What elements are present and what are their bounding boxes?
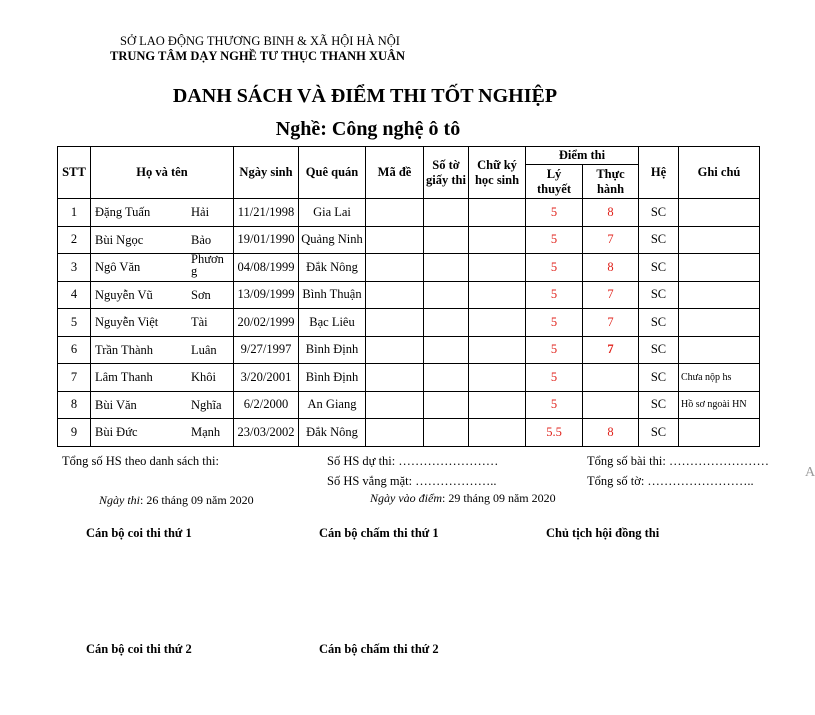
cell-system: SC	[639, 336, 679, 364]
header-stt: STT	[58, 147, 91, 199]
given-name: Mạnh	[191, 425, 221, 439]
cell-theory: 5	[526, 281, 583, 309]
cell-signature	[469, 419, 526, 447]
org-line-2: TRUNG TÂM DẠY NGHỀ TƯ THỤC THANH XUÂN	[110, 49, 406, 63]
cell-signature	[469, 281, 526, 309]
cell-signature	[469, 391, 526, 419]
cell-system: SC	[639, 391, 679, 419]
cell-theory: 5	[526, 336, 583, 364]
cell-note: Hồ sơ ngoài HN	[679, 391, 760, 419]
cell-dob: 9/27/1997	[234, 336, 299, 364]
given-name: Tài	[191, 315, 208, 329]
cell-sheet-count	[424, 254, 469, 282]
header-signature: Chữ ký học sinh	[469, 147, 526, 199]
cell-note	[679, 336, 760, 364]
edge-glyph: A	[805, 465, 815, 480]
family-name: Bùi Đức	[95, 425, 138, 439]
cell-name	[91, 419, 234, 447]
cell-theory: 5	[526, 391, 583, 419]
org-line-1: SỞ LAO ĐỘNG THƯƠNG BINH & XÃ HỘI HÀ NỘI	[120, 34, 400, 48]
cell-dob: 13/09/1999	[234, 281, 299, 309]
document-subtitle: Nghề: Công nghệ ô tô	[275, 118, 461, 140]
cell-note	[679, 254, 760, 282]
cell-stt: 7	[58, 364, 91, 392]
cell-theory: 5	[526, 254, 583, 282]
cell-stt: 1	[58, 199, 91, 227]
cell-dob: 19/01/1990	[234, 226, 299, 254]
given-name: Hải	[191, 205, 210, 219]
grading-date: Ngày vào điểm: 29 tháng 09 năm 2020	[370, 491, 556, 505]
cell-signature	[469, 336, 526, 364]
cell-exam-code	[366, 226, 424, 254]
cell-practice: 8	[583, 199, 639, 227]
total-sheets-label: Tổng số tờ: ……………………..	[587, 474, 754, 488]
table-row	[58, 336, 760, 364]
cell-practice: 8	[583, 419, 639, 447]
cell-stt: 5	[58, 309, 91, 337]
table-row	[58, 391, 760, 419]
cell-name	[91, 226, 234, 254]
header-system: Hệ	[639, 147, 679, 199]
cell-sheet-count	[424, 199, 469, 227]
header-hometown: Quê quán	[299, 147, 366, 199]
cell-theory: 5.5	[526, 419, 583, 447]
cell-hometown: Đắk Nông	[299, 254, 366, 282]
cell-stt: 8	[58, 391, 91, 419]
cell-signature	[469, 364, 526, 392]
cell-theory: 5	[526, 309, 583, 337]
given-name: Khôi	[191, 370, 216, 384]
cell-signature	[469, 309, 526, 337]
cell-hometown: Bình Định	[299, 364, 366, 392]
table-row	[58, 419, 760, 447]
cell-practice: 7	[583, 226, 639, 254]
total-papers-label: Tổng số bài thi: ……………………	[587, 454, 769, 468]
cell-signature	[469, 199, 526, 227]
table-row	[58, 199, 760, 227]
family-name: Bùi Ngọc	[95, 232, 144, 247]
exam-date: Ngày thi: 26 tháng 09 năm 2020	[99, 493, 254, 507]
cell-sheet-count	[424, 391, 469, 419]
cell-theory: 5	[526, 199, 583, 227]
family-name: Bùi Văn	[95, 397, 137, 412]
cell-name	[91, 391, 234, 419]
header-dob: Ngày sinh	[234, 147, 299, 199]
cell-system: SC	[639, 199, 679, 227]
cell-exam-code	[366, 336, 424, 364]
header-exam-code: Mã đề	[366, 147, 424, 199]
cell-exam-code	[366, 419, 424, 447]
cell-sheet-count	[424, 309, 469, 337]
given-name: Nghĩa	[191, 397, 222, 412]
signature-proctor-1: Cán bộ coi thi thứ 1	[86, 526, 192, 540]
cell-hometown: Quảng Ninh	[299, 226, 366, 254]
cell-hometown: Bạc Liêu	[299, 309, 366, 337]
cell-dob: 04/08/1999	[234, 254, 299, 282]
cell-hometown: Gia Lai	[299, 199, 366, 227]
cell-practice: 7	[583, 309, 639, 337]
cell-system: SC	[639, 226, 679, 254]
family-name: Ngô Văn	[95, 260, 141, 274]
cell-stt: 3	[58, 254, 91, 282]
cell-system: SC	[639, 254, 679, 282]
family-name: Đặng Tuấn	[95, 205, 151, 219]
cell-exam-code	[366, 199, 424, 227]
cell-note	[679, 419, 760, 447]
cell-stt: 2	[58, 226, 91, 254]
cell-exam-code	[366, 281, 424, 309]
signature-proctor-2: Cán bộ coi thi thứ 2	[86, 642, 192, 656]
cell-exam-code	[366, 254, 424, 282]
cell-dob: 23/03/2002	[234, 419, 299, 447]
cell-hometown: An Giang	[299, 391, 366, 419]
cell-signature	[469, 226, 526, 254]
cell-system: SC	[639, 281, 679, 309]
cell-name	[91, 281, 234, 309]
cell-stt: 9	[58, 419, 91, 447]
cell-exam-code	[366, 391, 424, 419]
header-sheet-count: Số tờ giấy thi	[424, 147, 469, 199]
cell-note	[679, 281, 760, 309]
cell-system: SC	[639, 419, 679, 447]
cell-name	[91, 309, 234, 337]
cell-exam-code	[366, 364, 424, 392]
cell-practice	[583, 391, 639, 419]
cell-sheet-count	[424, 226, 469, 254]
document-title: DANH SÁCH VÀ ĐIỂM THI TỐT NGHIỆP	[172, 85, 558, 107]
cell-signature	[469, 254, 526, 282]
cell-stt: 4	[58, 281, 91, 309]
table-row	[58, 309, 760, 337]
cell-sheet-count	[424, 419, 469, 447]
cell-dob: 11/21/1998	[234, 199, 299, 227]
cell-dob: 3/20/2001	[234, 364, 299, 392]
cell-sheet-count	[424, 281, 469, 309]
cell-hometown: Bình Thuận	[299, 281, 366, 309]
cell-hometown: Bình Định	[299, 336, 366, 364]
family-name: Trần Thành	[95, 342, 153, 357]
cell-dob: 6/2/2000	[234, 391, 299, 419]
absent-count-label: Số HS vắng mặt: ………………..	[327, 474, 497, 488]
given-name: Bảo	[191, 232, 212, 247]
present-count-label: Số HS dự thi: ……………………	[327, 454, 499, 468]
signature-chair: Chủ tịch hội đồng thi	[546, 526, 660, 540]
cell-exam-code	[366, 309, 424, 337]
score-table	[57, 146, 760, 447]
cell-note	[679, 199, 760, 227]
given-name: Phương	[191, 252, 224, 278]
cell-name	[91, 199, 234, 227]
family-name: Nguyễn Việt	[95, 315, 159, 329]
cell-theory: 5	[526, 364, 583, 392]
cell-stt: 6	[58, 336, 91, 364]
cell-note	[679, 309, 760, 337]
cell-practice: 7	[583, 281, 639, 309]
signature-grader-2: Cán bộ chấm thi thứ 2	[319, 642, 439, 656]
cell-system: SC	[639, 309, 679, 337]
given-name: Luân	[191, 342, 217, 357]
cell-sheet-count	[424, 336, 469, 364]
cell-system: SC	[639, 364, 679, 392]
family-name: Nguyễn Vũ	[95, 287, 153, 302]
table-row	[58, 226, 760, 254]
cell-note: Chưa nộp hs	[679, 364, 760, 392]
total-list-label: Tổng số HS theo danh sách thi:	[62, 454, 219, 468]
table-row	[58, 364, 760, 392]
table-row	[58, 281, 760, 309]
family-name: Lâm Thanh	[95, 370, 153, 384]
cell-practice	[583, 364, 639, 392]
header-practice: Thực hành	[583, 165, 639, 199]
cell-note	[679, 226, 760, 254]
header-score-group: Điểm thi	[526, 147, 639, 165]
cell-practice: 7	[583, 336, 639, 364]
cell-name	[91, 364, 234, 392]
header-theory: Lý thuyết	[526, 165, 583, 199]
signature-grader-1: Cán bộ chấm thi thứ 1	[319, 526, 439, 540]
cell-name	[91, 336, 234, 364]
cell-name	[91, 254, 234, 282]
given-name: Sơn	[191, 287, 211, 302]
cell-theory: 5	[526, 226, 583, 254]
cell-practice: 8	[583, 254, 639, 282]
cell-hometown: Đắk Nông	[299, 419, 366, 447]
cell-sheet-count	[424, 364, 469, 392]
cell-dob: 20/02/1999	[234, 309, 299, 337]
header-name: Họ và tên	[91, 147, 234, 199]
table-row	[58, 254, 760, 282]
header-note: Ghi chú	[679, 147, 760, 199]
